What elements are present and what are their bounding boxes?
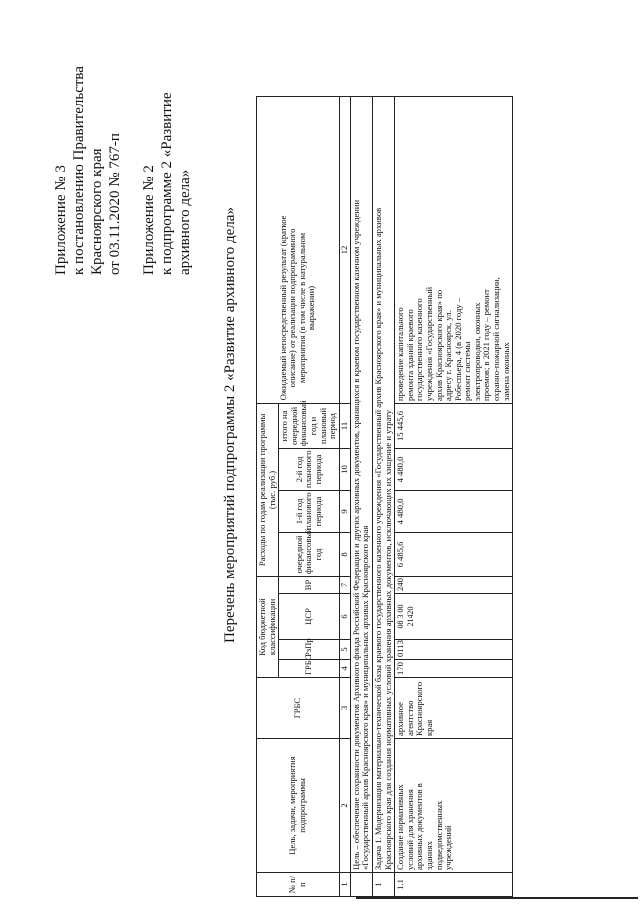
goal-text: Цель – обеспечение сохранности документов Архивного фонда Российской Федерации и других архивных документов, хранящихся в краевом государственном казенном учреждении «Государственный архив Красноярского края» и муниципальных архивах Красноярского края: [350, 96, 372, 872]
sub-appendix-line: Приложение № 2: [141, 165, 157, 275]
measure-csr: 08 3 00 21420: [395, 594, 513, 640]
document-title: Перечень мероприятий подпрограммы 2 «Развитие архивного дела»: [222, 207, 238, 643]
goal-row-num: [350, 873, 372, 897]
appendix-line: Приложение № 3: [53, 165, 69, 275]
column-number: 11: [339, 403, 350, 448]
measure-kbk-grbs: 170: [395, 660, 513, 678]
header-num: № п/п: [257, 873, 340, 897]
column-number: 3: [339, 678, 350, 739]
header-grbs: ГРБС: [257, 678, 340, 739]
measure-row: [395, 96, 513, 896]
task-row: [372, 96, 394, 896]
header-budget-code: Код бюджетной классификации: [257, 576, 279, 677]
header-rzpr: РзПр: [279, 640, 340, 660]
column-number: 6: [339, 594, 350, 640]
measure-name: Создание нормативных условий для хранения архивных документов в зданиях подведомственных учреждений: [395, 739, 513, 873]
header-csr: ЦСР: [279, 594, 340, 640]
header-year-current: очередной финансовый год: [279, 532, 340, 576]
appendix-line: Красноярского края: [89, 148, 105, 275]
header-goal: Цель, задачи, мероприятия подпрограммы: [257, 739, 340, 873]
column-number: 5: [339, 640, 350, 660]
measure-year-2: 4 480,0: [395, 448, 513, 490]
task-num: 1: [372, 873, 394, 897]
column-number: 7: [339, 576, 350, 593]
header-expected-result: Ожидаемый непосредственный результат (краткое описание) от реализации подпрограммного мероприятия (в том числе в натуральном выражении): [257, 96, 340, 403]
measure-year-current: 6 485,6: [395, 532, 513, 576]
column-number: 4: [339, 660, 350, 678]
appendix-line: к постановлению Правительства: [71, 66, 87, 275]
header-total: итого на очередной финансовый год и плановый период: [279, 403, 340, 448]
column-number: 1: [339, 873, 350, 897]
task-text: Задача 1. Модернизация материально-технической базы краевого государственного казенного учреждения «Государственный архив Красноярского края» и муниципальных архивов Красноярского края для создания нормативных условий хранения архивных документов, исключающих их хищение и утрату: [372, 96, 394, 872]
column-number: 10: [339, 448, 350, 490]
header-vr: ВР: [279, 576, 340, 593]
measures-table: [256, 96, 513, 897]
measure-expected-result: проведение капитального ремонта зданий краевого государственного казенного учреждения «Государственный архив Красноярского края» по адресу г. Красноярск, ул. Робеспьера, 4 (в 2020 году – ремонт системы электропроводки, оконных проемов; в 2021 году – ремонт охранно-пожарной сигнализации, замена оконных: [395, 96, 513, 403]
measure-total: 15 445,6: [395, 403, 513, 448]
header-expenses: Расходы по годам реализации программы (тыс. руб.): [257, 403, 279, 576]
measure-vr: 240: [395, 576, 513, 593]
goal-row: [350, 96, 372, 896]
sub-appendix-line: к подпрограмме 2 «Развитие: [159, 92, 175, 275]
column-number-row: [339, 96, 350, 896]
column-number: 2: [339, 739, 350, 873]
column-number: 8: [339, 532, 350, 576]
sub-appendix-line: архивного дела»: [177, 169, 193, 275]
column-number: 12: [339, 96, 350, 403]
header-year-2: 2-й год планового периода: [279, 448, 340, 490]
appendix-line: от 03.11.2020 № 767-п: [107, 133, 123, 275]
measure-num: 1.1: [395, 873, 513, 897]
measure-grbs-name: архивное агентство Красноярского края: [395, 678, 513, 739]
page-edge-rule: [356, 897, 638, 899]
header-year-1: 1-й год планового периода: [279, 490, 340, 532]
measure-year-1: 4 480,0: [395, 490, 513, 532]
header-kbk-grbs: ГРБС: [279, 660, 340, 678]
column-number: 9: [339, 490, 350, 532]
measure-rzpr: 0113: [395, 640, 513, 660]
